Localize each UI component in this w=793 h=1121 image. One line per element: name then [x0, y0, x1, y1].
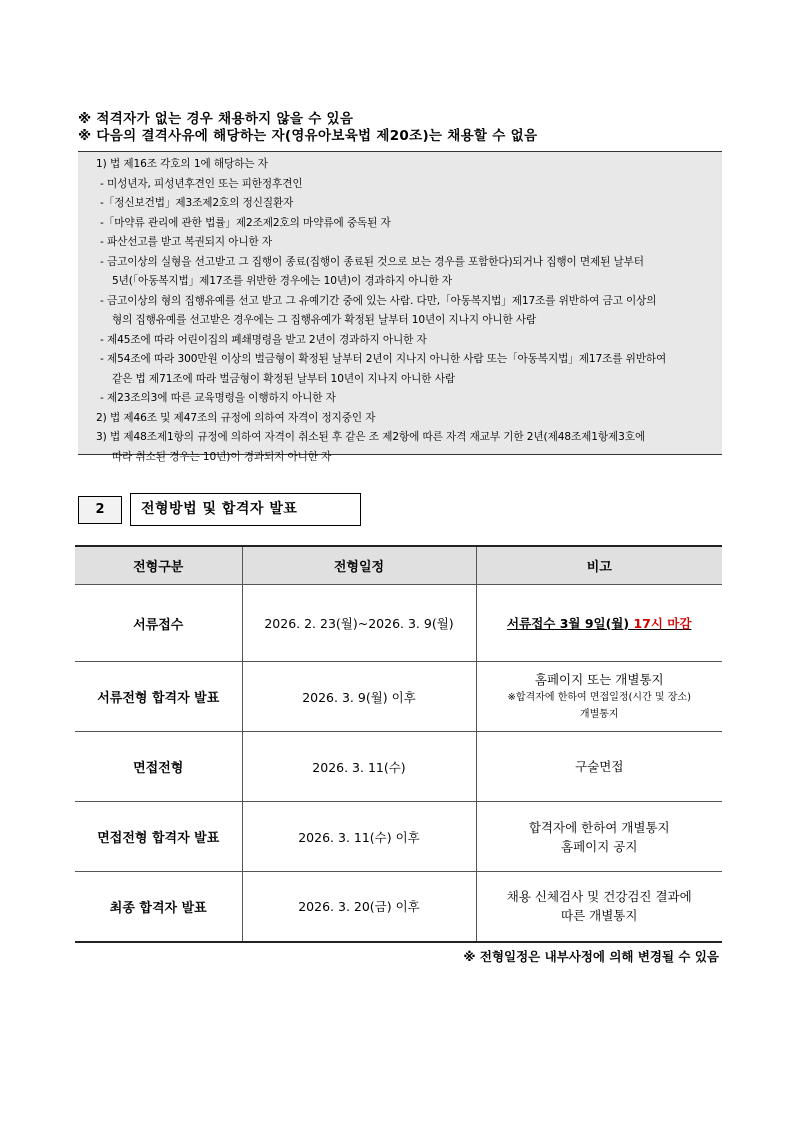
note-line: 홈페이지 공지 — [561, 838, 638, 854]
header-note: 비고 — [476, 546, 722, 585]
schedule-table — [75, 545, 722, 943]
table-header-row — [75, 546, 722, 585]
disq-item-cont: 같은 법 제71조에 따라 벌금형이 확정된 날부터 10년이 지나지 아니한 사람 — [112, 372, 455, 385]
header-stage: 전형구분 — [75, 546, 242, 585]
note-small: 개별통지 — [579, 709, 619, 720]
note-disqualification: ※ 다음의 결격사유에 해당하는 자(영유아보육법 제20조)는 채용할 수 없음 — [78, 128, 538, 144]
note-line: 홈페이지 또는 개별통지 — [534, 672, 664, 687]
deadline-text — [507, 616, 691, 631]
notes-block — [78, 111, 738, 145]
note-no-qualified: ※ 적격자가 없는 경우 채용하지 않을 수 있음 — [78, 111, 354, 127]
date-cell: 2026. 3. 11(수) 이후 — [242, 802, 476, 872]
disqualification-box — [78, 151, 722, 463]
disq-item: -「정신보건법」제3조제2호의 정신질환자 — [100, 197, 294, 209]
disq-item-cont: 형의 집행유예를 선고받은 경우에는 그 집행유예가 확정된 날부터 10년이 지나지 아니한 사람 — [112, 314, 537, 326]
disq-item: - 제54조에 따라 300만원 이상의 벌금형이 확정된 날부터 2년이 지나지 아니한 사람 또는「아동복지법」제17조를 위반하여 — [100, 353, 667, 365]
disq-item: - 제45조에 따라 어린이집의 폐쇄명령을 받고 2년이 경과하지 아니한 자 — [100, 333, 427, 346]
note-cell — [476, 662, 722, 732]
deadline-main: 서류접수 3월 9일(월) — [507, 615, 630, 631]
disq-item: - 파산선고를 받고 복권되지 아니한 자 — [100, 236, 273, 248]
note-line: 채용 신체검사 및 건강검진 결과에 — [506, 889, 692, 905]
disq-item: 2) 법 제46조 및 제47조의 규정에 의하여 자격이 정지중인 자 — [96, 411, 376, 424]
date-cell: 2026. 3. 9(월) 이후 — [242, 662, 476, 732]
note-cell: 구술면접 — [476, 732, 722, 802]
stage-cell: 면접전형 합격자 발표 — [75, 802, 242, 872]
note-line: 합격자에 한하여 개별통지 — [528, 819, 670, 835]
section-title: 전형방법 및 합격자 발표 — [130, 493, 361, 526]
date-cell: 2026. 3. 20(금) 이후 — [242, 872, 476, 942]
section-number: 2 — [78, 496, 122, 524]
table-row — [75, 872, 722, 942]
note-cell — [476, 872, 722, 942]
disq-item: 1) 법 제16조 각호의 1에 해당하는 자 — [96, 158, 268, 170]
disq-item: - 미성년자, 피성년후견인 또는 피한정후견인 — [100, 177, 303, 190]
schedule-change-note: ※ 전형일정은 내부사정에 의해 변경될 수 있음 — [463, 949, 719, 964]
note-cell — [476, 802, 722, 872]
date-cell: 2026. 3. 11(수) — [242, 732, 476, 802]
table-row — [75, 585, 722, 662]
table-row — [75, 662, 722, 732]
disq-item: -「마약류 관리에 관한 법률」제2조제2호의 마약류에 중독된 자 — [100, 216, 391, 229]
disq-item: - 금고이상의 형의 집행유예를 선고 받고 그 유예기간 중에 있는 사람. 다만,「아동복지법」제17조를 위반하여 금고 이상의 — [100, 294, 657, 307]
disq-item: 3) 법 제48조제1항의 규정에 의하여 자격이 취소된 후 같은 조 제2항에 따른 자격 재교부 기한 2년(제48조제1항제3호에 — [96, 431, 646, 443]
disq-item: - 금고이상의 실형을 선고받고 그 집행이 종료(집행이 종료된 것으로 보는 경우를 포함한다)되거나 집행이 면제된 날부터 — [100, 255, 644, 268]
stage-cell: 면접전형 — [75, 732, 242, 802]
note-cell — [476, 585, 722, 662]
table-row — [75, 732, 722, 802]
stage-cell: 서류접수 — [75, 585, 242, 662]
note-line: 따른 개별통지 — [561, 908, 638, 924]
disq-item-cont: 5년(「아동복지법」제17조를 위반한 경우에는 10년)이 경과하지 아니한 자 — [112, 275, 453, 287]
header-date: 전형일정 — [242, 546, 476, 585]
deadline-time: 17시 마감 — [633, 615, 692, 631]
stage-cell: 최종 합격자 발표 — [75, 872, 242, 942]
note-small: ※합격자에 한하여 면접일정(시간 및 장소) — [507, 692, 691, 703]
table-row — [75, 802, 722, 872]
disq-item: - 제23조의3에 따른 교육명령을 이행하지 아니한 자 — [100, 392, 336, 404]
disq-item-cont: 따라 취소된 경우는 10년)이 경과되지 아니한 자 — [112, 450, 332, 463]
stage-cell: 서류전형 합격자 발표 — [75, 662, 242, 732]
date-cell: 2026. 2. 23(월)~2026. 3. 9(월) — [242, 585, 476, 662]
